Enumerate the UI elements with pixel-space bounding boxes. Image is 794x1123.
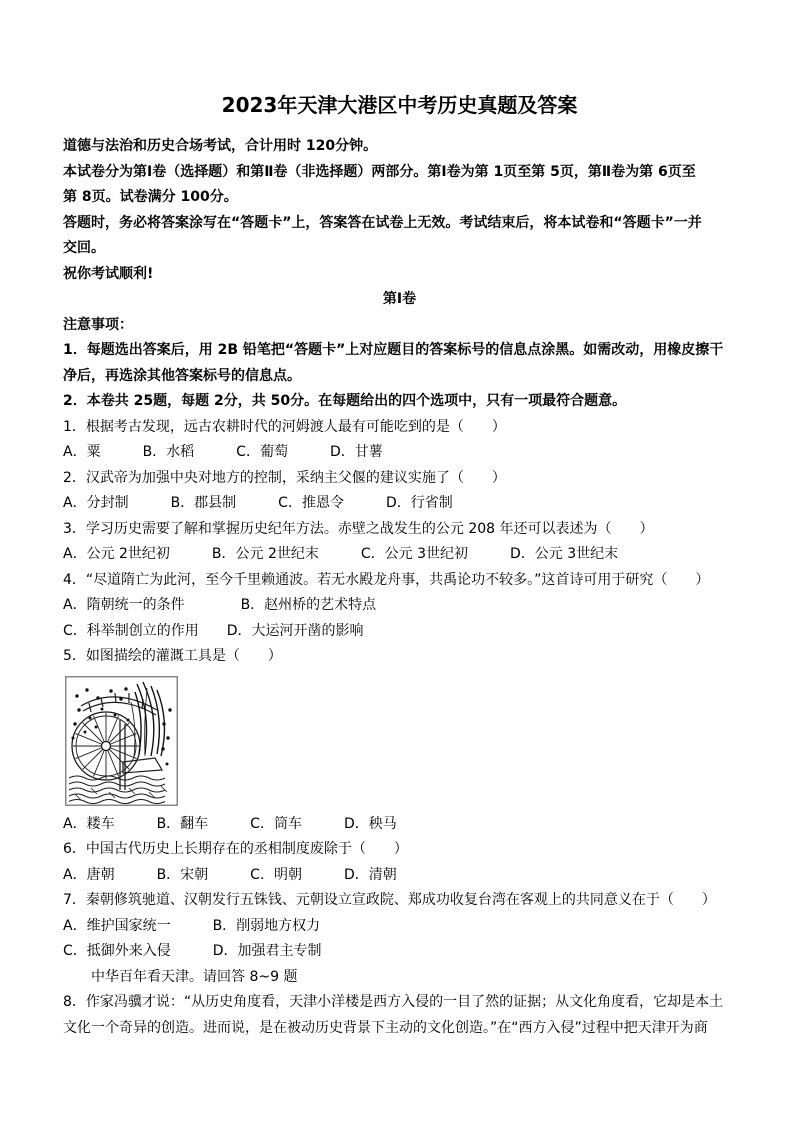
text-line: A．分封制 B．郡县制 C．推恩令 D．行省制 <box>63 495 453 511</box>
text-line: 6．中国古代历史上长期存在的丞相制度废除于（ ） <box>63 841 408 857</box>
text-line: A．隋朝统一的条件 B．赵州桥的艺术特点 <box>63 597 377 613</box>
water-wheel-figure-icon <box>65 676 178 806</box>
text-line: 8．作家冯骥才说：“从历史角度看，天津小洋楼是西方入侵的一目了然的证据；从文化角度看，它却是本土 <box>63 994 724 1010</box>
page-title: 2023年天津大港区中考历史真题及答案 <box>221 93 578 117</box>
text-line: A．维护国家统一 B．削弱地方权力 <box>63 917 321 934</box>
text-line: 4．“尽道隋亡为此河，至今千里赖通波。若无水殿龙舟事，共禹论功不较多。”这首诗可用于研究（ ） <box>63 571 710 588</box>
text-line: A．唐朝 B．宋朝 C．明朝 D．清朝 <box>63 866 397 883</box>
document-body-top <box>63 134 736 670</box>
text-line: 2．汉武帝为加强中央对地方的控制，采纳主父偃的建议实施了（ ） <box>63 469 506 486</box>
text-line: 中华百年看天津。请回答 8~9 题 <box>91 968 298 985</box>
text-line: C．抵御外来入侵 D．加强君主专制 <box>63 943 322 959</box>
text-line: 净后，再选涂其他答案标号的信息点。 <box>63 367 301 384</box>
text-line: 2．本卷共 25题，每题 2分，共 50分。在每题给出的四个选项中，只有一项最符合题意。 <box>63 393 627 409</box>
text-line: 祝你考试顺利! <box>63 265 154 282</box>
text-line: A．公元 2世纪初 B．公元 2世纪末 C．公元 3世纪初 D．公元 3世纪末 <box>63 546 619 562</box>
text-line: 1．根据考古发现，远古农耕时代的河姆渡人最有可能吃到的是（ ） <box>63 418 506 435</box>
document-body-bottom <box>63 812 736 1042</box>
text-line: 交回。 <box>63 240 105 256</box>
text-line: 第 8页。试卷满分 100分。 <box>63 189 238 205</box>
text-line: 注意事项： <box>63 316 133 333</box>
text-line: 第Ⅰ卷 <box>382 291 417 307</box>
text-line: 本试卷分为第Ⅰ卷（选择题）和第Ⅱ卷（非选择题）两部分。第Ⅰ卷为第 1页至第 5页，第Ⅱ卷为第 6页至 <box>63 163 696 180</box>
text-line: A．粟 B．水稻 C．葡萄 D．甘薯 <box>63 444 383 460</box>
question5-figure <box>65 676 178 806</box>
text-line: 答题时，务必将答案涂写在“答题卡”上，答案答在试卷上无效。考试结束后，将本试卷和“答题卡”一并 <box>63 214 702 231</box>
text-line: 5．如图描绘的灌溉工具是（ ） <box>63 648 282 664</box>
text-line: A．耧车 B．翻车 C．筒车 D．秧马 <box>63 815 397 832</box>
text-line: 1．每题选出答案后，用 2B 铅笔把“答题卡”上对应题目的答案标号的信息点涂黑。如需改动，用橡皮擦干 <box>63 342 724 358</box>
text-line: 文化一个奇异的创造。进而说，是在被动历史背景下主动的文化创造。”在“西方入侵”过程中把天津开为商 <box>63 1019 708 1036</box>
text-line: 3．学习历史需要了解和掌握历史纪年方法。赤壁之战发生的公元 208 年还可以表述为（ ） <box>63 520 654 537</box>
text-line: 7．秦朝修筑驰道、汉朝发行五铢钱、元朝设立宣政院、郑成功收复台湾在客观上的共同意义在于（ ） <box>63 892 716 908</box>
text-line: C．科举制创立的作用 D．大运河开凿的影响 <box>63 622 364 639</box>
text-line: 道德与法治和历史合场考试，合计用时 120分钟。 <box>63 138 378 154</box>
